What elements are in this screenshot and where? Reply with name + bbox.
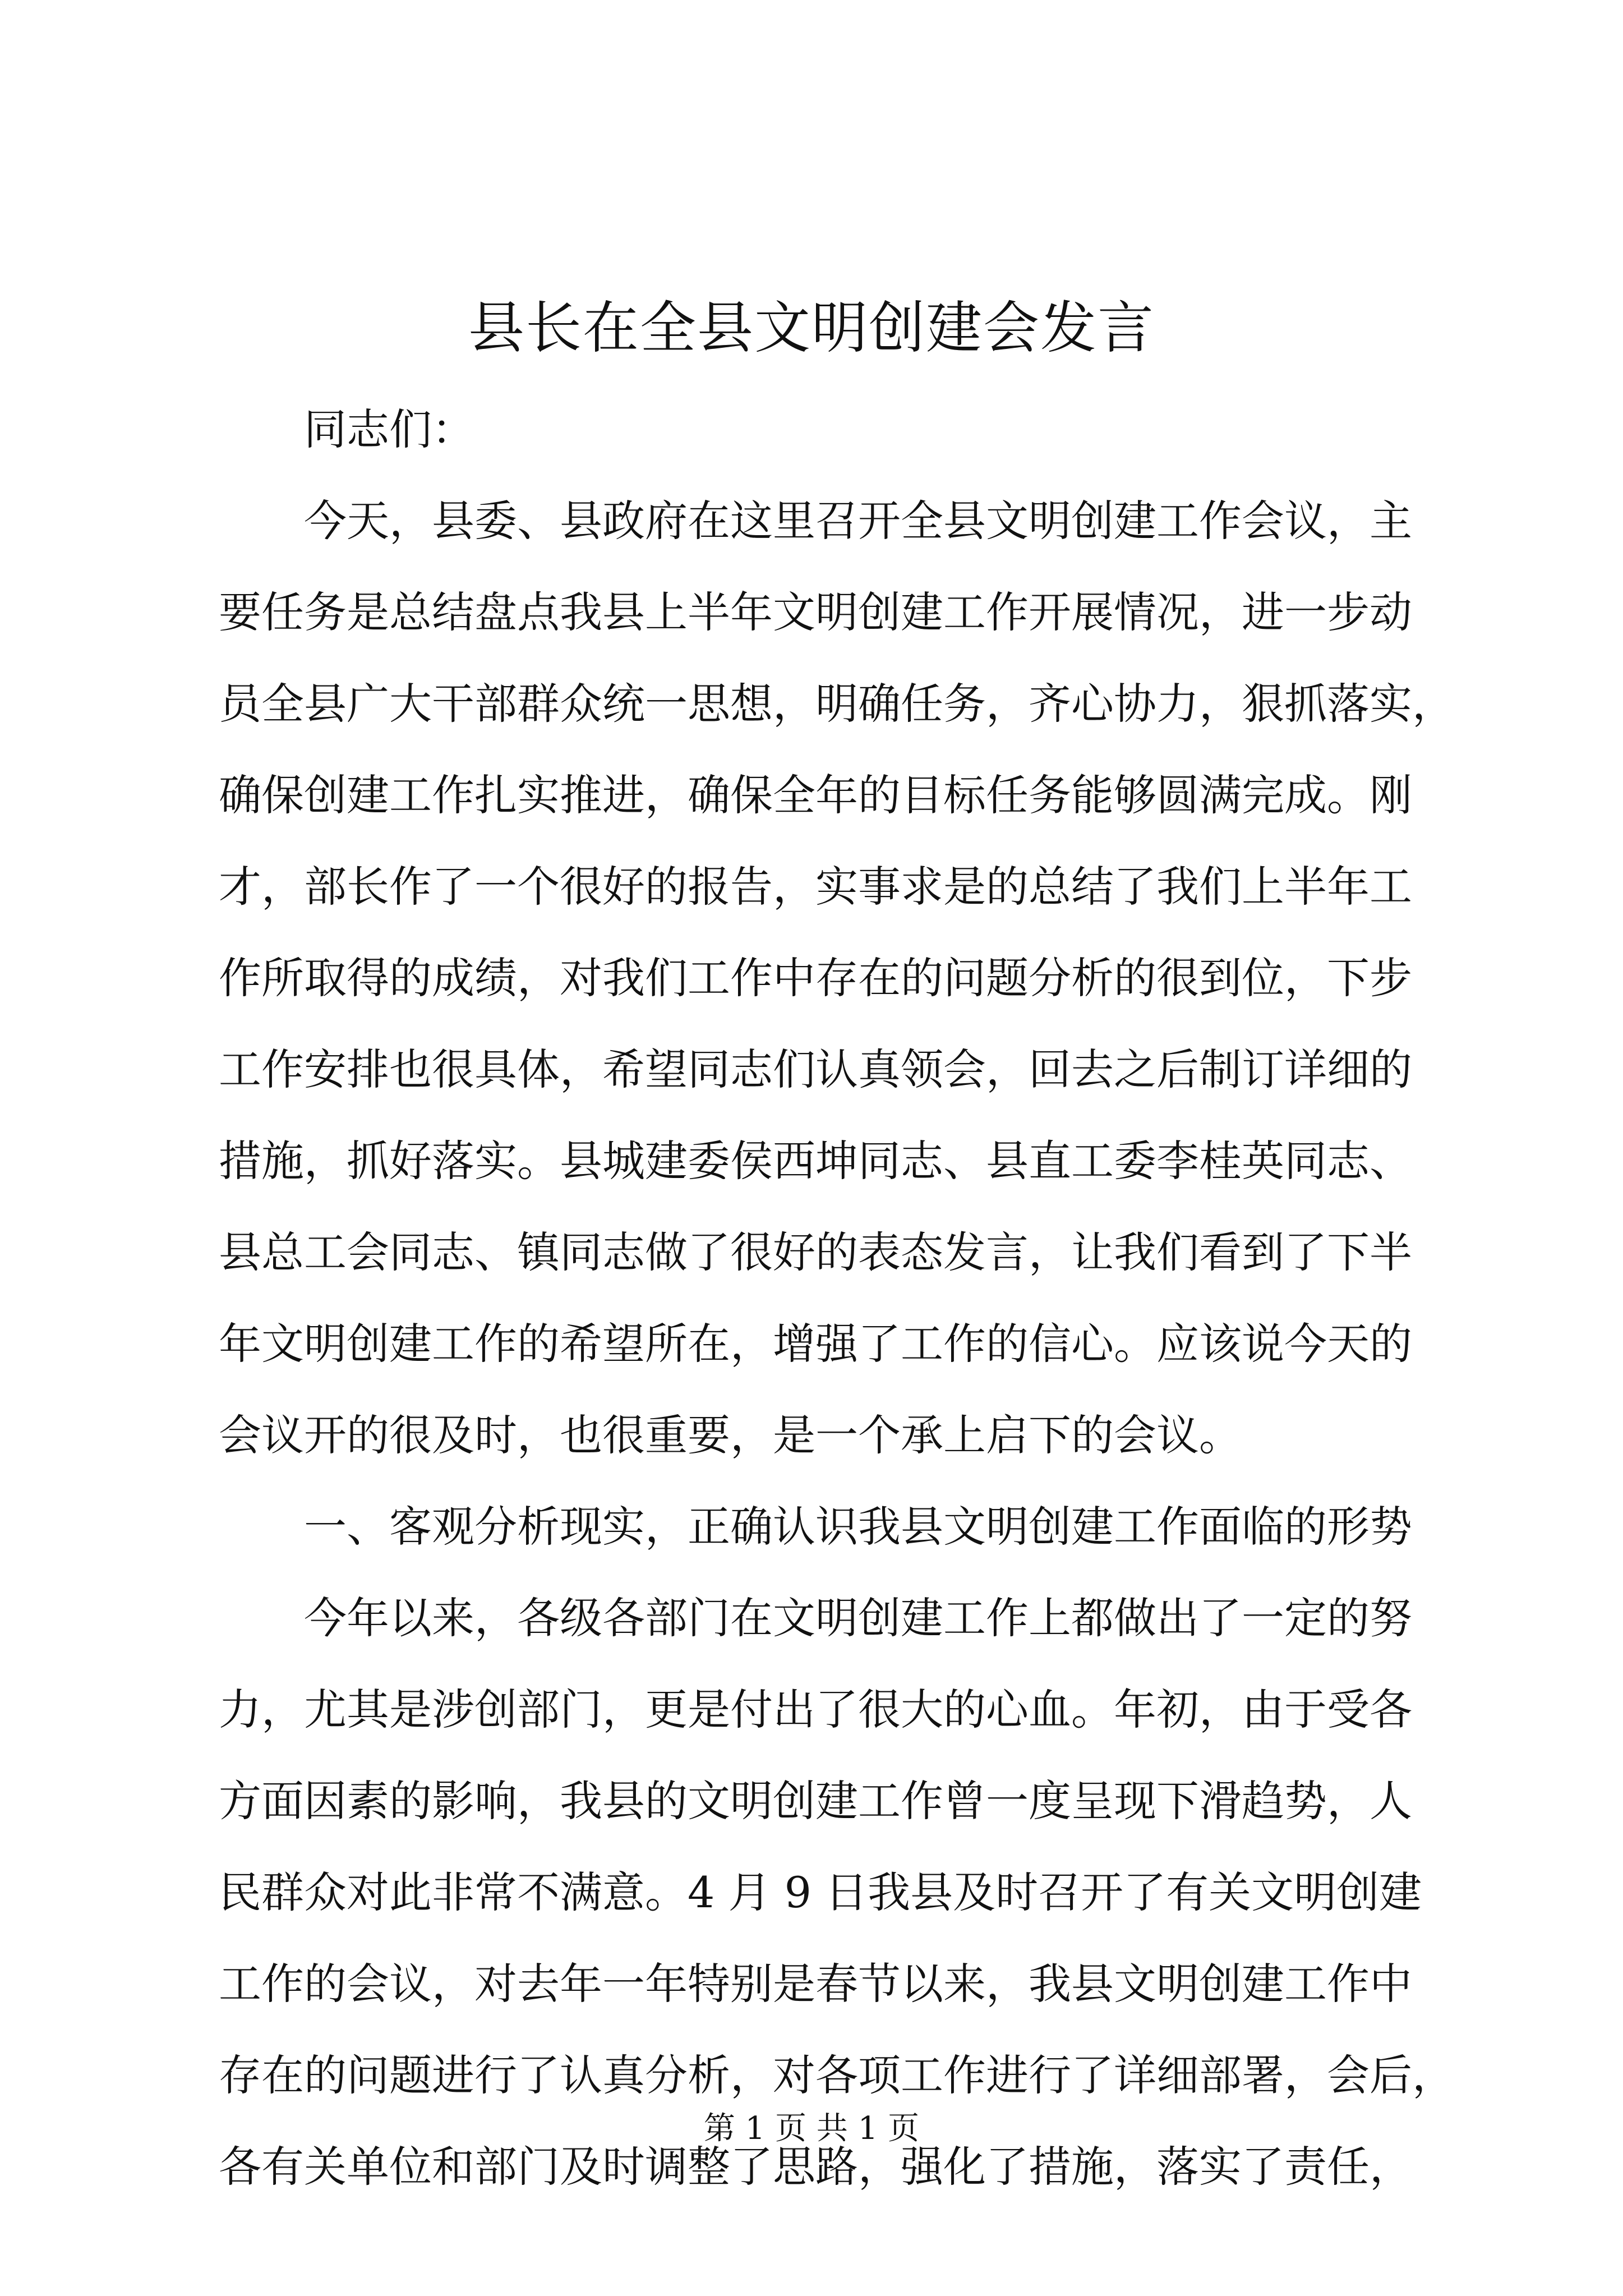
body-line: 民群众对此非常不满意。4 月 9 日我县及时召开了有关文明创建 xyxy=(219,1867,1422,1917)
body-line: 年文明创建工作的希望所在，增强了工作的信心。应该说今天的 xyxy=(219,1319,1412,1369)
body-line: 各有关单位和部门及时调整了思路，强化了措施，落实了责任， xyxy=(219,2142,1412,2192)
body-line: 工作安排也很具体，希望同志们认真领会，回去之后制订详细的 xyxy=(219,1045,1412,1094)
section-heading: 一、客观分析现实，正确认识我县文明创建工作面临的形势 xyxy=(304,1502,1412,1552)
body-line: 员全县广大干部群众统一思想，明确任务，齐心协力，狠抓落实， xyxy=(219,679,1455,729)
body-line: 今年以来，各级各部门在文明创建工作上都做出了一定的努 xyxy=(304,1593,1412,1643)
document-body xyxy=(219,384,1455,2212)
body-line: 作所取得的成绩，对我们工作中存在的问题分析的很到位，下步 xyxy=(219,953,1412,1003)
body-line: 要任务是总结盘点我县上半年文明创建工作开展情况，进一步动 xyxy=(219,587,1412,637)
body-line: 存在的问题进行了认真分析，对各项工作进行了详细部署，会后， xyxy=(219,2050,1455,2100)
document-title: 县长在全县文明创建会发言 xyxy=(468,295,1155,361)
body-line: 县总工会同志、镇同志做了很好的表态发言，让我们看到了下半 xyxy=(219,1227,1412,1277)
body-line: 方面因素的影响，我县的文明创建工作曾一度呈现下滑趋势，人 xyxy=(219,1776,1412,1826)
body-line: 力，尤其是涉创部门，更是付出了很大的心血。年初，由于受各 xyxy=(219,1685,1412,1734)
page-number-footer: 第 1 页 共 1 页 xyxy=(703,2110,920,2147)
body-line: 确保创建工作扎实推进，确保全年的目标任务能够圆满完成。刚 xyxy=(219,770,1412,820)
body-line: 才，部长作了一个很好的报告，实事求是的总结了我们上半年工 xyxy=(219,862,1412,912)
body-line: 工作的会议，对去年一年特别是春节以来，我县文明创建工作中 xyxy=(219,1959,1412,2009)
body-line: 会议开的很及时，也很重要，是一个承上启下的会议。 xyxy=(219,1410,1242,1460)
salutation-line: 同志们： xyxy=(304,404,474,454)
body-line: 今天，县委、县政府在这里召开全县文明创建工作会议，主 xyxy=(304,496,1412,546)
body-line: 措施，抓好落实。县城建委侯西坤同志、县直工委李桂英同志、 xyxy=(219,1136,1412,1186)
